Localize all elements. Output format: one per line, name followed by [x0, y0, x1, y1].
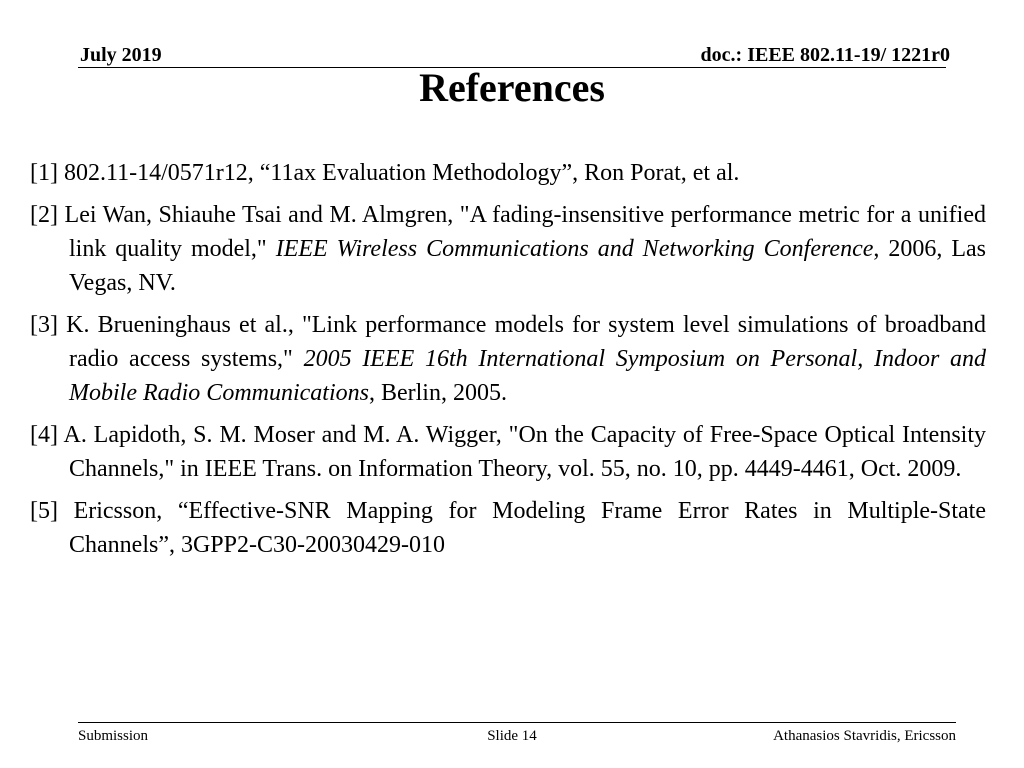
reference-item-4	[30, 418, 986, 486]
reference-item-2	[30, 198, 986, 300]
reference-number: [3]	[30, 312, 58, 338]
reference-text: K. Brueninghaus et al., "Link performance models for system level simulations of broadband radio access systems,"	[57, 312, 986, 372]
reference-item-3	[30, 308, 986, 410]
slide-title: References	[419, 65, 605, 110]
reference-text: A. Lapidoth, S. M. Moser and M. A. Wigger, "On the Capacity of Free-Space Optical Intensity Channels," in IEEE Trans. on Information Theory, vol. 55, no. 10, pp. 4449-4461, Oct. 2009.	[57, 422, 986, 482]
reference-text: 802.11-14/0571r12, “11ax Evaluation Methodology”, Ron Porat, et al.	[57, 160, 740, 186]
footer-submission: Submission	[78, 728, 149, 744]
reference-text: Lei Wan, Shiauhe Tsai and M. Almgren, "A fading-insensitive performance metric for a unified link quality model,"	[57, 202, 986, 262]
reference-text-tail: , Berlin, 2005.	[368, 380, 507, 406]
reference-item-1	[30, 156, 986, 190]
reference-text: Ericsson, “Effective-SNR Mapping for Modeling Frame Error Rates in Multiple-State Channels”, 3GPP2-C30-20030429-010	[57, 498, 986, 558]
reference-item-5	[30, 494, 986, 562]
footer-author: Athanasios Stavridis, Ericsson	[773, 728, 956, 744]
reference-number: [4]	[30, 422, 58, 448]
reference-text-tail: , 2006, Las Vegas, NV.	[69, 236, 986, 296]
footer-divider	[78, 722, 956, 723]
reference-number: [1]	[30, 160, 58, 186]
reference-venue: 2005 IEEE 16th International Symposium on Personal, Indoor and Mobile Radio Communications	[69, 346, 987, 406]
header-doc-number: doc.: IEEE 802.11-19/ 1221r0	[700, 44, 950, 66]
reference-venue: IEEE Wireless Communications and Networking Conference	[275, 236, 874, 262]
reference-number: [5]	[30, 498, 58, 524]
header-date: July 2019	[80, 44, 162, 66]
reference-number: [2]	[30, 202, 58, 228]
reference-list	[30, 156, 986, 570]
footer-slide-number: Slide 14	[487, 728, 537, 744]
